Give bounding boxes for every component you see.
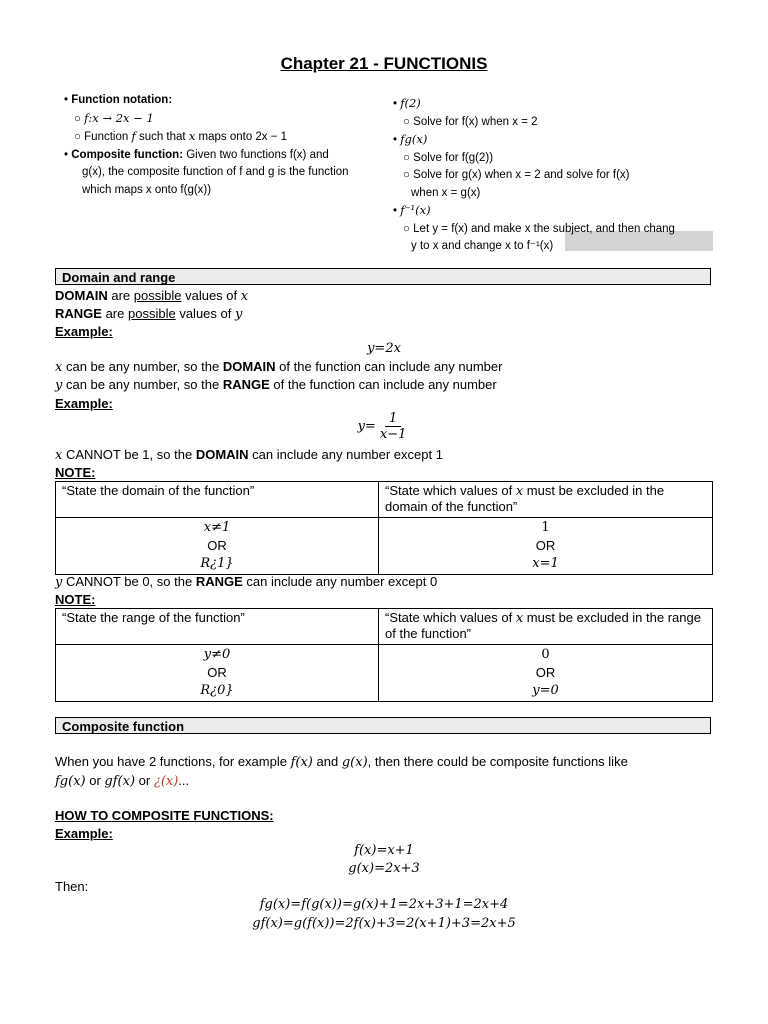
section-header-domain-range: Domain and range <box>55 268 711 285</box>
text-line: which maps x onto f(g(x)) <box>82 183 212 196</box>
composite-intro-line1: When you have 2 functions, for example f(x) and g(x), then there could be composite functions like <box>55 754 628 770</box>
table-header: “State which values of x must be excluded in the domain of the function” <box>379 482 713 518</box>
sub-bullet: ○ Solve for f(x) when x = 2 <box>403 115 538 128</box>
table-cell: 0 OR y=0 <box>379 645 713 702</box>
section-header-composite: Composite function <box>55 717 711 734</box>
composite-function-label: Composite function: <box>71 148 184 161</box>
composite-intro-line2: fg(x) or gf(x) or ¿(x)... <box>55 773 190 789</box>
equation-y-2x: y=2x <box>367 341 401 356</box>
function-notation-label: Function notation: <box>71 94 173 106</box>
domain-note-table <box>55 481 713 575</box>
text-line: y to x and change x to f⁻¹(x) <box>411 240 554 252</box>
domain-any-number: x can be any number, so the DOMAIN of the function can include any number <box>55 359 503 375</box>
how-to-label: HOW TO COMPOSITE FUNCTIONS: <box>55 808 274 823</box>
bullet-function-notation: • Function notation: <box>64 94 173 106</box>
table-header: “State the range of the function” <box>56 609 379 645</box>
function-notation-formula: f:x → 2x − 1 <box>84 110 154 125</box>
note-label: NOTE: <box>55 465 96 480</box>
domain-definition: DOMAIN are possible values of x <box>55 288 249 304</box>
table-cell: 1 OR x=1 <box>379 518 713 575</box>
fraction: $\frac{1}{x-1}$ <box>379 411 407 442</box>
bullet-inverse: • f⁻¹(x) <box>393 203 431 217</box>
equation-f: f(x)=x+1 <box>354 843 414 858</box>
note-label: NOTE: <box>55 592 96 607</box>
equation-g: g(x)=2x+3 <box>348 861 420 876</box>
text-line: when x = g(x) <box>411 186 481 199</box>
table-cell: y≠0 OR R¿0} <box>56 645 379 702</box>
notes-right <box>393 95 718 256</box>
sub-bullet: ○ Let y = f(x) and make x the subject, and then chang <box>403 222 675 235</box>
equation-fraction: y= $\frac{1}{x-1}$ <box>0 411 768 442</box>
page-title: Chapter 21 - FUNCTIONIS <box>280 54 488 73</box>
sub-bullet: ○ f:x → 2x − 1 <box>74 110 154 125</box>
equation-gf: gf(x)=g(f(x))=2f(x)+3=2(x+1)+3=2x+5 <box>252 916 516 931</box>
notes-left <box>64 92 394 199</box>
table-cell: x≠1 OR R¿1} <box>56 518 379 575</box>
sub-bullet: ○ Function f such that x maps onto 2x − 1 <box>74 129 288 143</box>
table-header: “State which values of x must be excluded in the range of the function” <box>379 609 713 645</box>
sub-bullet: ○ Solve for g(x) when x = 2 and solve for f(x) <box>403 169 630 181</box>
domain-except-1: x CANNOT be 1, so the DOMAIN can include any number except 1 <box>55 447 443 463</box>
range-note-table <box>55 608 713 702</box>
sub-bullet: ○ Solve for f(g(2)) <box>403 151 494 164</box>
example-label: Example: <box>55 324 113 339</box>
example-label: Example: <box>55 396 113 411</box>
text-line: g(x), the composite function of f and g is the function <box>82 166 349 178</box>
then-label: Then: <box>55 879 89 894</box>
equation-fg: fg(x)=f(g(x))=g(x)+1=2x+3+1=2x+4 <box>259 897 509 912</box>
bullet-composite-function: • Composite function: Given two functions f(x) and <box>64 148 329 161</box>
bullet-fg-x: • fg(x) <box>393 132 428 146</box>
table-header: “State the domain of the function” <box>56 482 379 518</box>
range-definition: RANGE are possible values of y <box>55 306 243 322</box>
range-except-0: y CANNOT be 0, so the RANGE can include any number except 0 <box>55 574 438 590</box>
example-label: Example: <box>55 826 113 841</box>
range-any-number: y can be any number, so the RANGE of the function can include any number <box>55 377 497 393</box>
bullet-f-2: • f(2) <box>393 96 421 110</box>
